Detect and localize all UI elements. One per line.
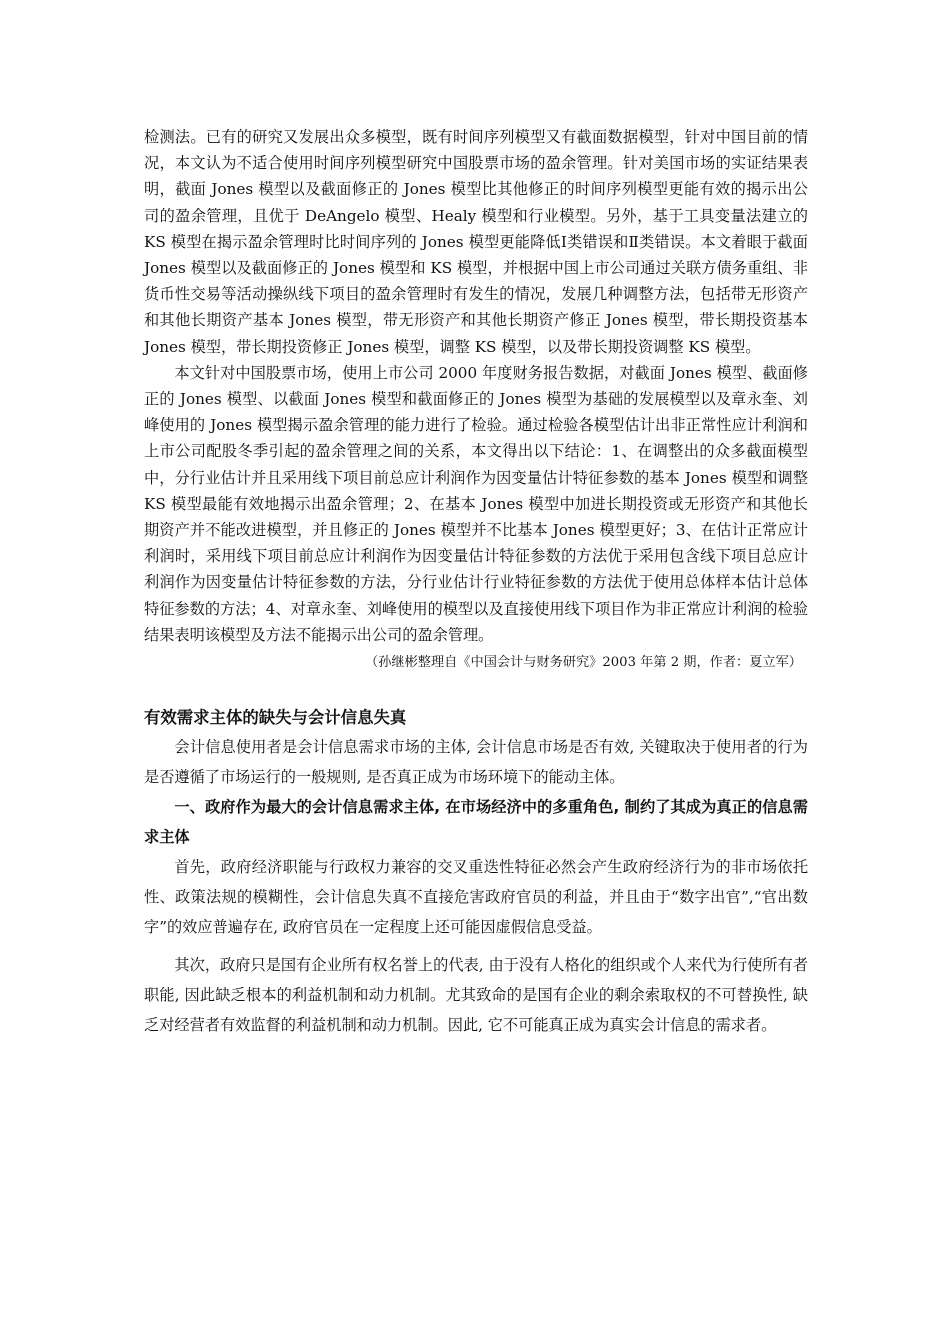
article2-paragraph-first: 首先，政府经济职能与行政权力兼容的交叉重迭性特征必然会产生政府经济行为的非市场依托性、政策法规的模糊性，会计信息失真不直接危害政府官员的利益，并且由于“数字出官”,“官出数字”的效应普遍存在, 政府官员在一定程度上还可能因虚假信息受益。 [144, 858, 808, 937]
article2-section-heading: 一、政府作为最大的会计信息需求主体, 在市场经济中的多重角色, 制约了其成为真正的信息需求主体 [144, 798, 808, 847]
article1-source-note: （孙继彬整理自《中国会计与财务研究》2003 年第 2 期，作者：夏立军） [365, 655, 802, 671]
document-page [144, 124, 808, 1040]
article1-paragraph-2: 本文针对中国股票市场，使用上市公司 2000 年度财务报告数据，对截面 Jones 模型、截面修正的 Jones 模型、以截面 Jones 模型和截面修正的 Jones 模型为基础的发展模型以及章永奎、刘峰使用的 Jones 模型揭示盈余管理的能力进行了检验。通过检验各模型估计出非正常性应计利润和上市公司配股冬季引起的盈余管理之间的关系，本文得出以下结论：1、在调整出的众多截面模型中，分行业估计并且采用线下项目前总应计利润作为因变量估计特征参数的基本 Jones 模型和调整 KS 模型最能有效地揭示出盈余管理；2、在基本 Jones 模型中加进长期投资或无形资产和其他长期资产并不能改进模型，并且修正的 Jones 模型并不比基本 Jones 模型更好；3、在估计正常应计利润时，采用线下项目前总应计利润作为因变量估计特征参数的方法优于采用包含线下项目总应计利润作为因变量估计特征参数的方法，分行业估计行业特征参数的方法优于使用总体样本估计总体特征参数的方法；4、对章永奎、刘峰使用的模型以及直接使用线下项目作为非正常应计利润的检验结果表明该模型及方法不能揭示出公司的盈余管理。 [144, 363, 808, 644]
article1-paragraph-1: 检测法。已有的研究又发展出众多模型，既有时间序列模型又有截面数据模型，针对中国目前的情况，本文认为不适合使用时间序列模型研究中国股票市场的盈余管理。针对美国市场的实证结果表明，截面 Jones 模型以及截面修正的 Jones 模型比其他修正的时间序列模型更能有效的揭示出公司的盈余管理，且优于 DeAngelo 模型、Healy 模型和行业模型。另外，基于工具变量法建立的 KS 模型在揭示盈余管理时比时间序列的 Jones 模型更能降低Ⅰ类错误和Ⅱ类错误。本文着眼于截面 Jones 模型以及截面修正的 Jones 模型和 KS 模型，并根据中国上市公司通过关联方债务重组、非货币性交易等活动操纵线下项目的盈余管理时有发生的情况，发展几种调整方法，包括带无形资产和其他长期资产基本 Jones 模型，带无形资产和其他长期资产修正 Jones 模型，带长期投资基本 Jones 模型，带长期投资修正 Jones 模型，调整 KS 模型，以及带长期投资调整 KS 模型。 [144, 128, 808, 356]
article2-intro: 会计信息使用者是会计信息需求市场的主体, 会计信息市场是否有效, 关键取决于使用者的行为是否遵循了市场运行的一般规则, 是否真正成为市场环境下的能动主体。 [144, 738, 808, 787]
article2-paragraph-second: 其次，政府只是国有企业所有权名誉上的代表, 由于没有人格化的组织或个人来代为行使所有者职能, 因此缺乏根本的利益机制和动力机制。尤其致命的是国有企业的剩余索取权的不可替换性, 缺乏对经营者有效监督的利益机制和动力机制。因此, 它不可能真正成为真实会计信息的需求者。 [144, 956, 808, 1035]
article2-title: 有效需求主体的缺失与会计信息失真 [144, 708, 407, 728]
